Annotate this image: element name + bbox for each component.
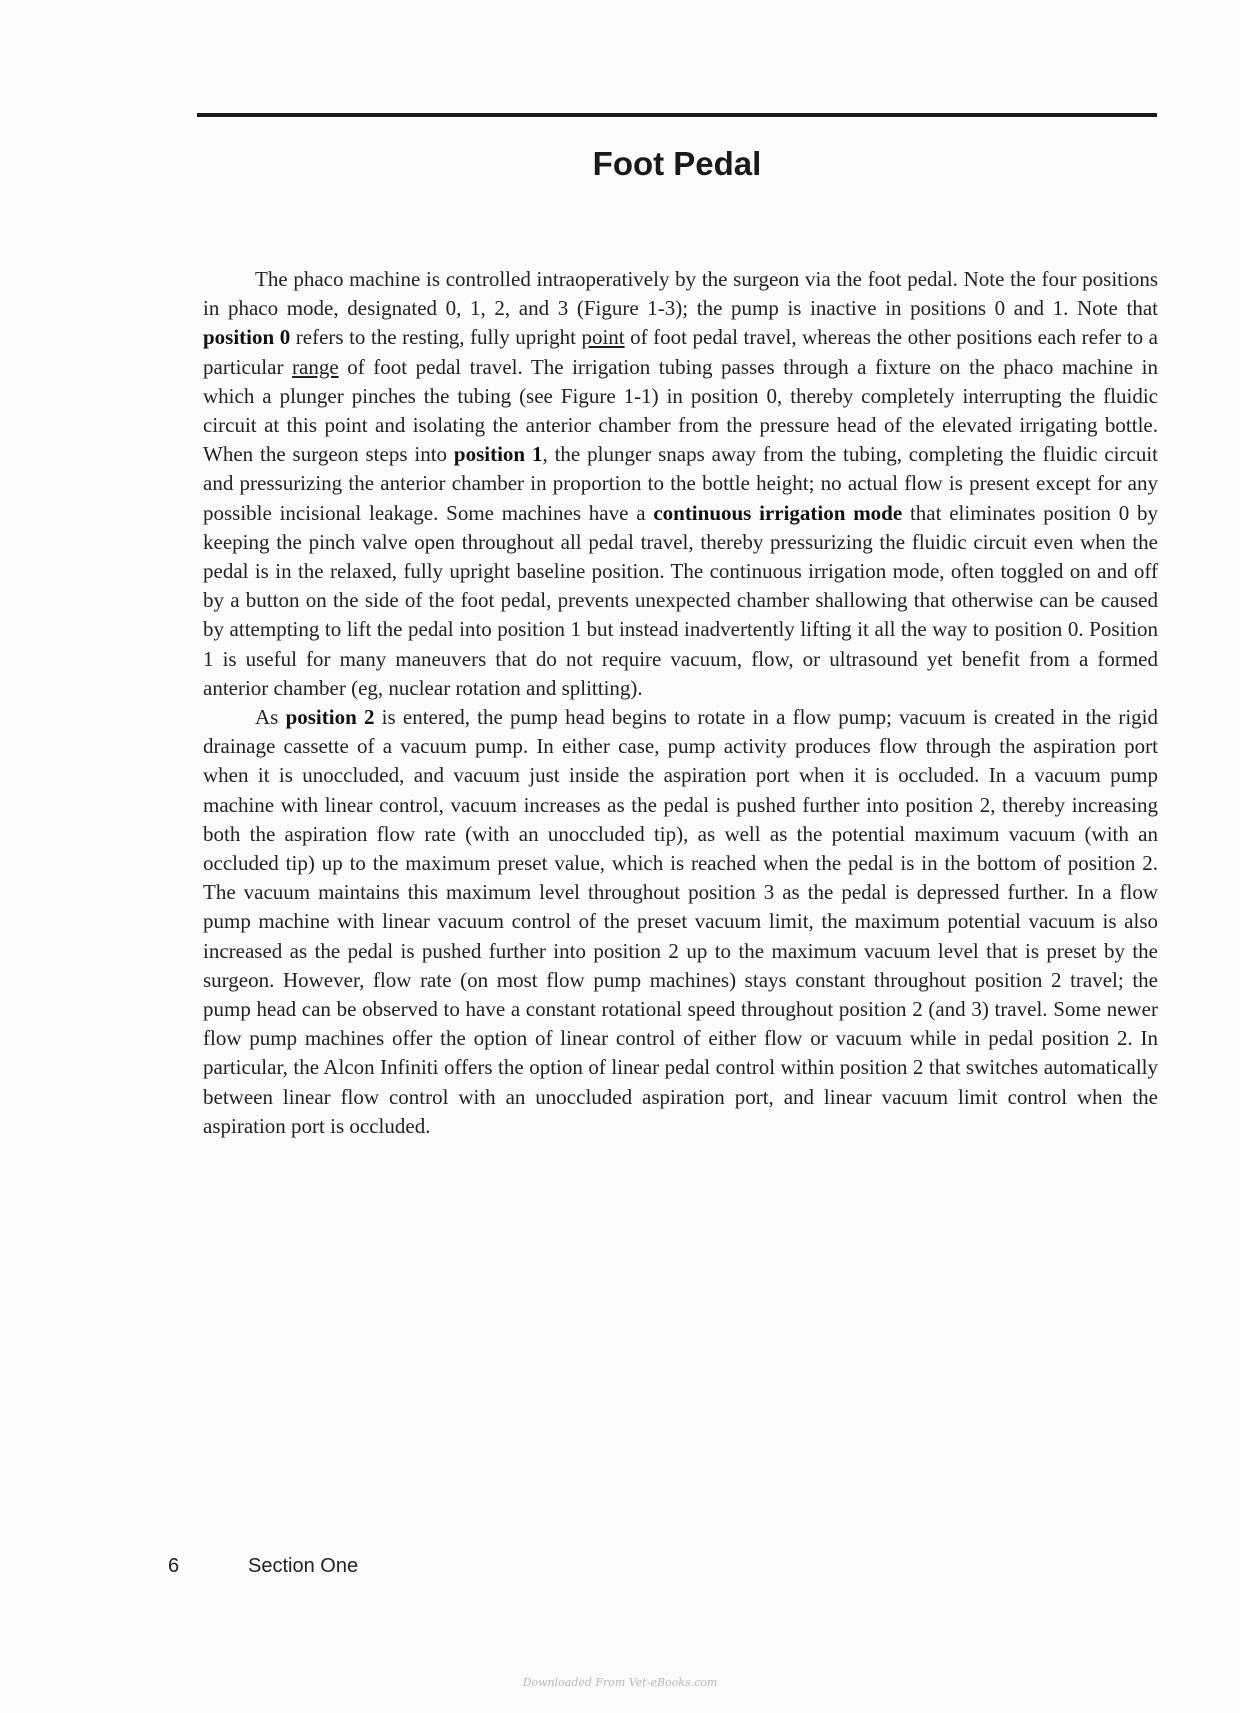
body-text — [203, 265, 1158, 1141]
text-span: The phaco machine is controlled intraoperatively by the surgeon via the foot pedal. Note the four positions in phaco mode, designated 0, 1, 2, and 3 (Figure 1-3); the pump is inactive in positions 0 and 1. Note that — [203, 267, 1158, 321]
text-span: of foot pedal travel, whereas the other positions each refer to a particular — [203, 325, 1158, 379]
bold-term-position-1: position 1 — [453, 442, 543, 467]
paragraph-2 — [203, 703, 1158, 1141]
text-span: of foot pedal travel. The irrigation tubing passes through a fixture on the phaco machine in which a plunger pinches the tubing (see Figure 1-1) in position 0, thereby completely interrupting the fluidic circuit at this point and isolating the anterior chamber from the pressure head of the elevated irrigating bottle. When the surgeon steps into — [203, 354, 1159, 467]
text-span: that eliminates position 0 by keeping the pinch valve open throughout all pedal travel, thereby pressurizing the fluidic circuit even when the pedal is in the relaxed, fully upright baseline position. The continuous irrigation mode, often toggled on and off by a button on the side of the foot pedal, prevents unexpected chamber shallowing that otherwise can be caused by attempting to lift the pedal into position 1 but instead inadvertently lifting it all the way to position 0. Position 1 is useful for many maneuvers that do not require vacuum, flow, or ultrasound yet benefit from a formed anterior chamber (eg, nuclear rotation and splitting). — [203, 500, 1158, 700]
page-title: Foot Pedal — [592, 145, 762, 182]
section-label: Section One — [248, 1555, 359, 1577]
page-number: 6 — [168, 1555, 180, 1577]
text-span: is entered, the pump head begins to rotate in a flow pump; vacuum is created in the rigid drainage cassette of a vacuum pump. In either case, pump activity produces flow through the aspiration port when it is unoccluded, and vacuum just inside the aspiration port when it is occluded. In a vacuum pump machine with linear control, vacuum increases as the pedal is pushed further into position 2, thereby increasing both the aspiration flow rate (with an unoccluded tip), as well as the potential maximum vacuum (with an occluded tip) up to the maximum preset value, which is reached when the pedal is in the bottom of position 2. The vacuum maintains this maximum level throughout position 3 as the pedal is depressed further. In a flow pump machine with linear vacuum control of the preset vacuum limit, the maximum potential vacuum is also increased as the pedal is pushed further into position 2 up to the maximum vacuum level that is preset by the surgeon. However, flow rate (on most flow pump machines) stays constant throughout position 2 travel; the pump head can be observed to have a constant rotational speed throughout position 2 (and 3) travel. Some newer flow pump machines offer the option of linear control of either flow or vacuum while in pedal position 2. In particular, the Alcon Infiniti offers the option of linear pedal control within position 2 that switches automatically between linear flow control with an unoccluded aspiration port, and linear vacuum limit control when the aspiration port is occluded. — [203, 705, 1158, 1138]
bold-term-position-2: position 2 — [285, 705, 375, 730]
text-span: refers to the resting, fully upright — [290, 325, 582, 350]
text-span: , the plunger snaps away from the tubing, completing the fluidic circuit and pressurizing the anterior chamber in proportion to the bottle height; no actual flow is present except for any possible incisional leakage. Some machines have a — [203, 442, 1158, 525]
paragraph-1 — [203, 265, 1158, 703]
bold-term-position-0: position 0 — [203, 325, 291, 350]
underlined-term-point: point — [581, 325, 625, 350]
watermark: Downloaded From Vet-eBooks.com — [522, 1676, 718, 1689]
bold-term-continuous-irrigation: continuous irrigation mode — [653, 500, 903, 525]
top-rule — [197, 113, 1157, 117]
text-span: As — [255, 705, 286, 730]
underlined-term-range: range — [292, 354, 339, 379]
